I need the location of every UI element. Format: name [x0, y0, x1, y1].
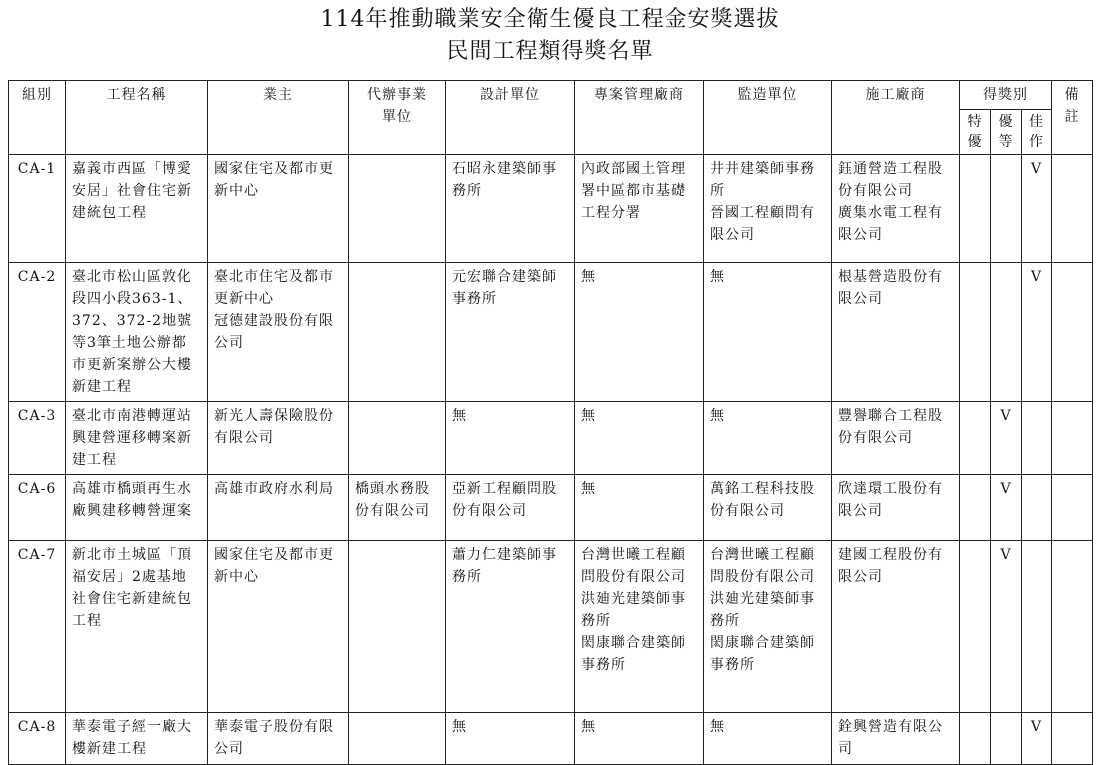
- header-design: 設計單位: [446, 81, 575, 155]
- cell-pm: 無: [575, 402, 704, 475]
- cell-award-good: V: [1022, 713, 1052, 765]
- document-title: [0, 4, 1100, 68]
- cell-contractor: 豐譽聯合工程股份有限公司: [832, 402, 960, 475]
- cell-supervision: 萬銘工程科技股份有限公司: [704, 475, 832, 541]
- header-contractor: 施工廠商: [832, 81, 960, 155]
- cell-contractor: 鈺通營造工程股份有限公司 廣集水電工程有限公司: [832, 155, 960, 263]
- cell-pm: 無: [575, 475, 704, 541]
- cell-owner: 高雄市政府水利局: [208, 475, 349, 541]
- header-group: 組別: [9, 81, 66, 155]
- cell-agent: [349, 402, 446, 475]
- header-agent: 代辦事業 單位: [349, 81, 446, 155]
- cell-pm: 無: [575, 713, 704, 765]
- cell-agent: [349, 541, 446, 713]
- table-row: [9, 402, 1093, 475]
- table-row: [9, 713, 1093, 765]
- cell-design: 蕭力仁建築師事務所: [446, 541, 575, 713]
- table-row: [9, 475, 1093, 541]
- cell-award-special: [960, 402, 991, 475]
- cell-remarks: [1052, 475, 1093, 541]
- cell-design: 無: [446, 402, 575, 475]
- cell-award-excellent: [991, 713, 1022, 765]
- cell-contractor: 銓興營造有限公司: [832, 713, 960, 765]
- cell-project: 華泰電子經一廠大樓新建工程: [66, 713, 208, 765]
- cell-project: 臺北市南港轉運站興建營運移轉案新建工程: [66, 402, 208, 475]
- cell-supervision: 台灣世曦工程顧問股份有限公司 洪廸光建築師事務所 閎康聯合建築師事務所: [704, 541, 832, 713]
- cell-award-special: [960, 541, 991, 713]
- table-row: [9, 155, 1093, 263]
- cell-award-excellent: V: [991, 475, 1022, 541]
- cell-award-excellent: [991, 263, 1022, 402]
- cell-agent: [349, 155, 446, 263]
- cell-supervision: 井井建築師事務所 晉國工程顧問有限公司: [704, 155, 832, 263]
- cell-project: 高雄市橋頭再生水廠興建移轉營運案: [66, 475, 208, 541]
- header-award-special: 特 優: [960, 110, 991, 155]
- header-award-excellent: 優 等: [991, 110, 1022, 155]
- cell-award-good: V: [1022, 263, 1052, 402]
- cell-award-special: [960, 155, 991, 263]
- header-remarks: 備註: [1052, 81, 1093, 155]
- cell-owner: 華泰電子股份有限公司: [208, 713, 349, 765]
- header-award-good: 佳 作: [1022, 110, 1052, 155]
- cell-remarks: [1052, 402, 1093, 475]
- header-row-1: [9, 81, 1093, 110]
- cell-project: 嘉義市西區「博愛安居」社會住宅新建統包工程: [66, 155, 208, 263]
- cell-group: CA-8: [9, 713, 66, 765]
- cell-award-excellent: [991, 155, 1022, 263]
- cell-award-good: [1022, 541, 1052, 713]
- cell-agent: [349, 263, 446, 402]
- cell-contractor: 建國工程股份有限公司: [832, 541, 960, 713]
- cell-remarks: [1052, 713, 1093, 765]
- cell-award-excellent: V: [991, 402, 1022, 475]
- cell-project: 新北市土城區「頂福安居」2處基地社會住宅新建統包工程: [66, 541, 208, 713]
- cell-group: CA-2: [9, 263, 66, 402]
- cell-supervision: 無: [704, 713, 832, 765]
- cell-design: 無: [446, 713, 575, 765]
- cell-owner: 國家住宅及都市更新中心: [208, 541, 349, 713]
- header-supervision: 監造單位: [704, 81, 832, 155]
- award-table: [8, 80, 1093, 765]
- cell-pm: 無: [575, 263, 704, 402]
- cell-remarks: [1052, 155, 1093, 263]
- cell-remarks: [1052, 263, 1093, 402]
- cell-agent: 橋頭水務股份有限公司: [349, 475, 446, 541]
- cell-design: 元宏聯合建築師事務所: [446, 263, 575, 402]
- cell-remarks: [1052, 541, 1093, 713]
- cell-owner: 國家住宅及都市更新中心: [208, 155, 349, 263]
- cell-group: CA-1: [9, 155, 66, 263]
- header-owner: 業主: [208, 81, 349, 155]
- table-row: [9, 263, 1093, 402]
- cell-contractor: 欣達環工股份有限公司: [832, 475, 960, 541]
- title-line-2: 民間工程類得獎名單: [446, 39, 654, 64]
- cell-supervision: 無: [704, 263, 832, 402]
- cell-agent: [349, 713, 446, 765]
- cell-award-excellent: V: [991, 541, 1022, 713]
- cell-design: 石昭永建築師事務所: [446, 155, 575, 263]
- cell-award-good: V: [1022, 155, 1052, 263]
- cell-owner: 臺北市住宅及都市更新中心 冠德建設股份有限公司: [208, 263, 349, 402]
- cell-group: CA-6: [9, 475, 66, 541]
- cell-supervision: 無: [704, 402, 832, 475]
- cell-pm: 內政部國土管理署中區都市基礎工程分署: [575, 155, 704, 263]
- cell-award-special: [960, 475, 991, 541]
- cell-contractor: 根基營造股份有限公司: [832, 263, 960, 402]
- header-pm: 專案管理廠商: [575, 81, 704, 155]
- cell-award-special: [960, 263, 991, 402]
- table-row: [9, 541, 1093, 713]
- cell-owner: 新光人壽保險股份有限公司: [208, 402, 349, 475]
- cell-award-special: [960, 713, 991, 765]
- cell-group: CA-7: [9, 541, 66, 713]
- cell-group: CA-3: [9, 402, 66, 475]
- title-line-1: 114年推動職業安全衛生優良工程金安獎選拔: [320, 7, 780, 32]
- cell-design: 亞新工程顧問股份有限公司: [446, 475, 575, 541]
- header-award: 得獎別: [960, 81, 1052, 110]
- cell-award-good: [1022, 402, 1052, 475]
- cell-project: 臺北市松山區敦化段四小段363-1、372、372-2地號等3筆土地公辦都市更新案辦公大樓新建工程: [66, 263, 208, 402]
- header-project: 工程名稱: [66, 81, 208, 155]
- cell-pm: 台灣世曦工程顧問股份有限公司 洪廸光建築師事務所 閎康聯合建築師事務所: [575, 541, 704, 713]
- cell-award-good: [1022, 475, 1052, 541]
